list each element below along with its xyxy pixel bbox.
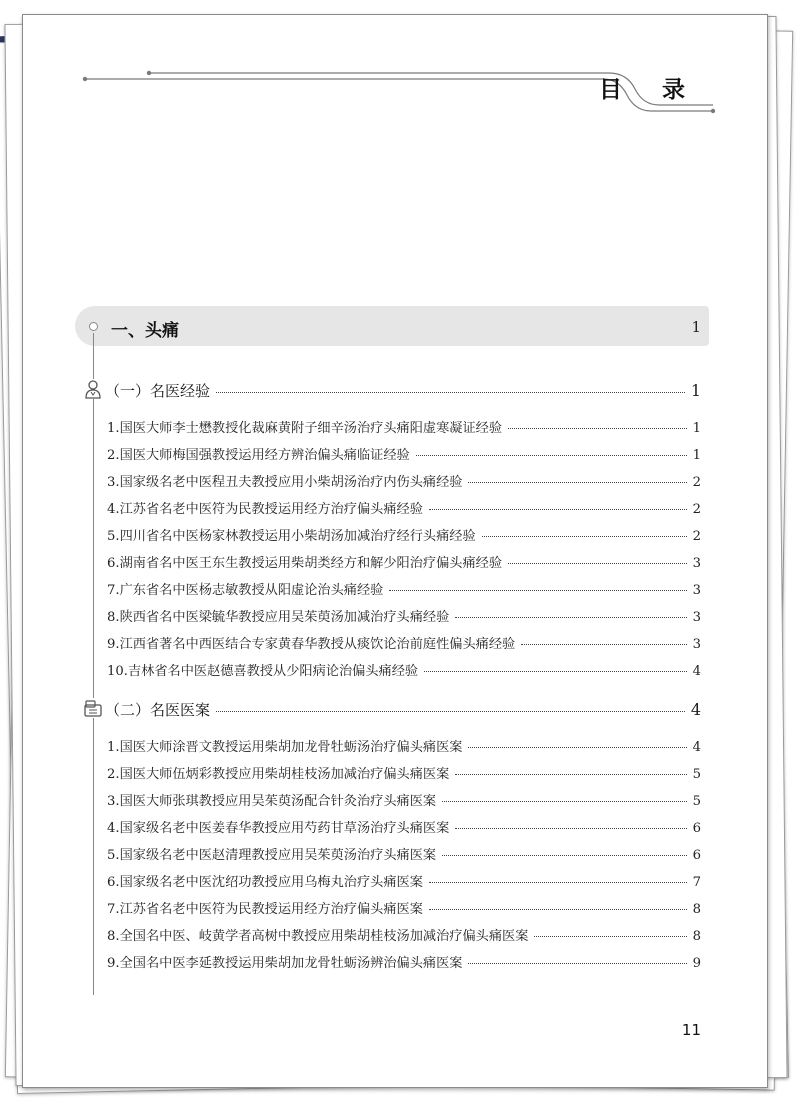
- section-page-number: 1: [690, 381, 701, 400]
- entry-page-number: 9: [692, 956, 701, 971]
- chapter-page-number: 1: [691, 318, 701, 336]
- entry-page-number: 1: [692, 448, 701, 463]
- folder-icon: [83, 698, 103, 718]
- entry-page-number: 2: [692, 529, 701, 544]
- entry-title: 7.江苏省名老中医符为民教授运用经方治疗偏头痛医案: [107, 902, 423, 917]
- entry-title: 3.国医大师张琪教授应用吴茱萸汤配合针灸治疗头痛医案: [107, 794, 437, 809]
- toc-entry[interactable]: [107, 871, 701, 890]
- toc-entry[interactable]: [107, 925, 701, 944]
- toc-entry[interactable]: [107, 417, 701, 436]
- dot-leader: [455, 828, 686, 829]
- entry-title: 4.国家级名老中医姜春华教授应用芍药甘草汤治疗头痛医案: [107, 821, 450, 836]
- entry-page-number: 3: [692, 556, 701, 571]
- entry-title: 1.国医大师涂晋文教授运用柴胡加龙骨牡蛎汤治疗偏头痛医案: [107, 740, 463, 755]
- dot-leader: [442, 801, 687, 802]
- toc-entry[interactable]: [107, 763, 701, 782]
- entry-title: 9.全国名中医李延教授运用柴胡加龙骨牡蛎汤辨治偏头痛医案: [107, 956, 463, 971]
- toc-entry[interactable]: [107, 552, 701, 571]
- entry-title: 7.广东省名中医杨志敏教授从阳虚论治头痛经验: [107, 583, 384, 598]
- dot-leader: [389, 590, 686, 591]
- page-title: 目 录: [598, 77, 701, 103]
- dot-leader: [508, 563, 687, 564]
- entry-page-number: 8: [692, 902, 701, 917]
- entry-page-number: 5: [692, 767, 701, 782]
- entry-title: 10.吉林省名中医赵德喜教授从少阳病论治偏头痛经验: [107, 664, 419, 679]
- entry-page-number: 6: [692, 848, 701, 863]
- dot-leader: [429, 509, 687, 510]
- toc-entry[interactable]: [107, 579, 701, 598]
- section-page-number: 4: [690, 700, 701, 719]
- entry-page-number: 7: [692, 875, 701, 890]
- toc-entry[interactable]: [107, 525, 701, 544]
- toc-entry[interactable]: [107, 736, 701, 755]
- toc-entry[interactable]: [107, 633, 701, 652]
- doctor-icon: [83, 379, 103, 399]
- dot-leader: [429, 882, 687, 883]
- section-title: （二）名医医案: [105, 701, 211, 719]
- dot-leader: [508, 428, 687, 429]
- dot-leader: [468, 482, 686, 483]
- toc-entry[interactable]: [107, 606, 701, 625]
- toc-entry[interactable]: [107, 471, 701, 490]
- timeline-dot: [89, 322, 98, 331]
- section-heading[interactable]: [105, 380, 701, 401]
- entry-title: 9.江西省著名中西医结合专家黄春华教授从痰饮论治前庭性偏头痛经验: [107, 637, 516, 652]
- entry-page-number: 3: [692, 637, 701, 652]
- entry-page-number: 3: [692, 610, 701, 625]
- header-decoration: [23, 15, 767, 125]
- page-number: 11: [681, 1021, 701, 1039]
- entry-title: 5.四川省名中医杨家林教授运用小柴胡汤加减治疗经行头痛经验: [107, 529, 476, 544]
- entry-page-number: 5: [692, 794, 701, 809]
- entry-page-number: 2: [692, 502, 701, 517]
- entry-title: 2.国医大师梅国强教授运用经方辨治偏头痛临证经验: [107, 448, 410, 463]
- section-heading[interactable]: [105, 699, 701, 720]
- dot-leader: [455, 774, 686, 775]
- entry-page-number: 4: [692, 664, 701, 679]
- toc-entry[interactable]: [107, 444, 701, 463]
- entry-title: 5.国家级名老中医赵清理教授应用吴茱萸汤治疗头痛医案: [107, 848, 437, 863]
- toc-entry[interactable]: [107, 817, 701, 836]
- entry-page-number: 8: [692, 929, 701, 944]
- dot-leader: [534, 936, 686, 937]
- entry-title: 4.江苏省名老中医符为民教授运用经方治疗偏头痛经验: [107, 502, 423, 517]
- entry-page-number: 1: [692, 421, 701, 436]
- dot-leader: [468, 963, 686, 964]
- toc-entry[interactable]: [107, 498, 701, 517]
- entry-title: 1.国医大师李士懋教授化裁麻黄附子细辛汤治疗头痛阳虚寒凝证经验: [107, 421, 503, 436]
- toc-entry[interactable]: [107, 660, 701, 679]
- toc-page: [22, 14, 768, 1088]
- dot-leader: [424, 671, 687, 672]
- dot-leader: [482, 536, 687, 537]
- dot-leader: [216, 711, 685, 712]
- entry-title: 8.陕西省名中医梁毓华教授应用吴茱萸汤加减治疗头痛经验: [107, 610, 450, 625]
- entry-page-number: 4: [692, 740, 701, 755]
- dot-leader: [468, 747, 686, 748]
- dot-leader: [442, 855, 687, 856]
- entry-title: 3.国家级名老中医程丑夫教授应用小柴胡汤治疗内伤头痛经验: [107, 475, 463, 490]
- toc-entry[interactable]: [107, 790, 701, 809]
- entry-title: 6.国家级名老中医沈绍功教授应用乌梅丸治疗头痛医案: [107, 875, 423, 890]
- chapter-title: 一、头痛: [111, 321, 179, 341]
- timeline-line: [93, 333, 94, 995]
- dot-leader: [455, 617, 686, 618]
- entry-title: 6.湖南省名中医王东生教授运用柴胡类经方和解少阳治疗偏头痛经验: [107, 556, 503, 571]
- entry-page-number: 3: [692, 583, 701, 598]
- toc-entry[interactable]: [107, 952, 701, 971]
- entry-page-number: 2: [692, 475, 701, 490]
- entry-title: 8.全国名中医、岐黄学者高树中教授应用柴胡桂枝汤加减治疗偏头痛医案: [107, 929, 529, 944]
- entry-title: 2.国医大师伍炳彩教授应用柴胡桂枝汤加减治疗偏头痛医案: [107, 767, 450, 782]
- dot-leader: [429, 909, 687, 910]
- entry-page-number: 6: [692, 821, 701, 836]
- toc-entry[interactable]: [107, 844, 701, 863]
- section-title: （一）名医经验: [105, 382, 211, 400]
- dot-leader: [216, 392, 685, 393]
- dot-leader: [416, 455, 687, 456]
- toc-entry[interactable]: [107, 898, 701, 917]
- dot-leader: [521, 644, 686, 645]
